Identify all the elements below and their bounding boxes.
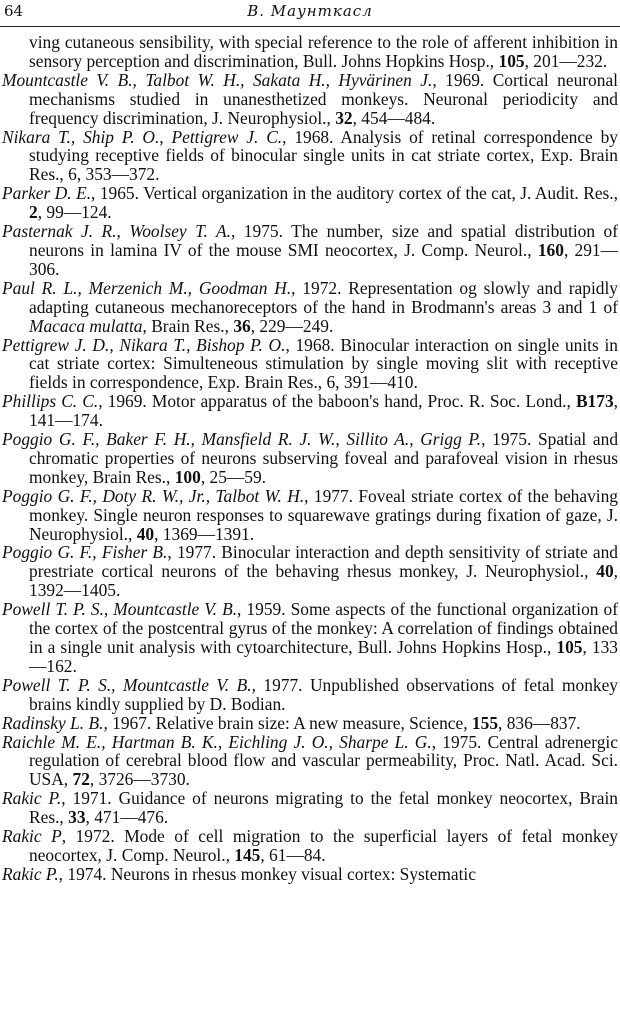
reference-year: , 1971. — [61, 788, 119, 809]
reference-authors: Nikara T., Ship P. O., Pettigrew J. C. — [2, 126, 283, 147]
reference-authors: Powell T. P. S., Mountcastle V. B. — [2, 674, 252, 695]
reference-pages: , 201—232. — [524, 50, 608, 71]
reference-entry — [2, 676, 618, 714]
reference-pages: , 836—837. — [498, 712, 581, 733]
reference-authors: Rakic P. — [2, 863, 59, 884]
reference-year: , 1969. — [432, 69, 493, 90]
reference-year: , 1959. — [237, 599, 291, 620]
reference-entry — [2, 714, 618, 733]
reference-text: Cortical neuronal mechanisms studied in unanesthetized monkeys. Neuronal periodicity and frequency discrimination, J. Neurophysiol., — [29, 69, 619, 128]
reference-year: , 1974. — [58, 863, 111, 884]
reference-authors: Radinsky L. B. — [2, 712, 104, 733]
reference-year: , 1967. — [103, 712, 156, 733]
reference-year: , 1965. — [91, 183, 144, 204]
reference-text: Guidance of neurons migrating to the fetal monkey neocortex, Brain Res., — [29, 788, 618, 828]
reference-text: Motor apparatus of the baboon's hand, Proc. R. Soc. Lond., — [151, 391, 576, 412]
reference-entry — [2, 430, 618, 487]
running-title: В. Маунткасл — [247, 2, 373, 20]
reference-text: Neurons in rhesus monkey visual cortex: Systematic — [110, 863, 476, 884]
reference-text: Vertical organization in the auditory cortex of the cat, J. Audit. Res., — [143, 183, 618, 204]
reference-text: Spatial and chromatic properties of neurons subserving foveal and parafoveal vision in rhesus monkey, Brain Res., — [29, 429, 619, 487]
reference-authors: Mountcastle V. B., Talbot W. H., Sakata H., Hyvärinen J. — [2, 69, 433, 90]
page-number: 64 — [4, 2, 24, 20]
reference-text: Mode of cell migration to the superficial layers of fetal monkey neocortex, J. Comp. Neurol., — [29, 826, 619, 865]
reference-volume: B173 — [575, 391, 614, 412]
reference-text: Unpublished observations of fetal monkey brains kindly supplied by D. Bodian. — [29, 674, 618, 714]
reference-pages: , 291—306. — [29, 239, 619, 279]
reference-volume: 40 — [596, 561, 614, 582]
reference-volume: 105 — [556, 637, 583, 657]
reference-year: , 1977. — [251, 674, 310, 695]
reference-authors: Parker D. E. — [2, 183, 92, 204]
reference-entry — [2, 392, 618, 430]
reference-authors: Pasternak J. R., Woolsey T. A. — [2, 221, 231, 242]
page-header — [0, 0, 620, 27]
reference-text: Relative brain size: A new measure, Science, — [155, 712, 472, 733]
reference-authors: Raichle M. E., Hartman B. K., Eichling J. O., Sharpe L. G. — [2, 731, 432, 752]
reference-entry — [2, 184, 618, 222]
reference-text: Some aspects of the functional organization of the cortex of the postcentral gyrus of the monkey: A correlation of findings obtained in a single unit analysis with cytoarchitecture, Bull. Johns Hopkins Hosp., — [29, 599, 619, 657]
reference-pages: , 25—59. — [200, 466, 267, 487]
reference-entry — [2, 336, 618, 393]
reference-entry — [2, 600, 618, 676]
reference-pages: , 1369—1391. — [154, 523, 255, 544]
reference-entry — [2, 733, 618, 790]
reference-text: The number, size and spatial distribution of neurons in lamina IV of the mouse SMI neocortex, J. Comp. Neurol., — [29, 221, 619, 260]
reference-pages: , 3726—3730. — [89, 769, 190, 790]
reference-text: Analysis of retinal correspondence by studying receptive fields of binocular single units in cat striate cortex, Exp. Brain Res., 6, 353—372. — [29, 126, 619, 185]
reference-text: Representation og slowly and rapidly adapting cutaneous mechanoreceptors of the hand in Brodmann's areas 3 and 1 of — [29, 277, 618, 317]
reference-volume: 155 — [471, 712, 499, 733]
reference-volume: 100 — [174, 466, 201, 487]
reference-year: , 1975. — [230, 221, 292, 242]
reference-entry — [2, 827, 618, 865]
reference-volume: 33 — [68, 807, 86, 828]
reference-volume: 145 — [234, 844, 261, 865]
reference-pages: , 133—162. — [29, 637, 618, 676]
reference-entry — [2, 222, 618, 279]
reference-entry — [2, 487, 618, 544]
reference-authors: Poggio G. F., Fisher B. — [2, 542, 168, 563]
reference-authors: Poggio G. F., Baker F. H., Mansfield R. J. W., Sillito A., Grigg P. — [2, 429, 482, 450]
reference-authors: Rakic P. — [2, 788, 62, 809]
reference-pages: , 229—249. — [250, 315, 334, 336]
reference-year: , 1972. — [291, 277, 349, 298]
reference-entry — [2, 128, 618, 185]
reference-text: Foveal striate cortex of the behaving monkey. Single neuron responses to squarewave gratings during fixation of gaze, J. Neurophysiol., — [29, 485, 619, 544]
reference-year: , 1972. — [61, 826, 125, 847]
reference-list — [2, 33, 618, 884]
reference-text: Binocular interaction and depth sensitivity of striate and prestriate cortical neurons of the behaving rhesus monkey, J. Neurophysiol., — [29, 542, 618, 582]
reference-volume: 160 — [537, 239, 564, 260]
reference-year: , 1977. — [304, 485, 359, 506]
reference-volume: 36 — [233, 315, 251, 336]
reference-volume: 2 — [29, 202, 38, 223]
reference-text: ving cutaneous sensibility, with special reference to the role of afferent inhibition in sensory perception and discrimination, Bull. Johns Hopkins Hosp., — [29, 32, 618, 71]
reference-entry — [2, 71, 618, 128]
reference-entry — [2, 865, 618, 884]
reference-pages: , 61—84. — [260, 844, 326, 865]
reference-pages: , 99—124. — [37, 202, 112, 223]
reference-entry — [2, 33, 618, 71]
reference-year: , 1975. — [431, 731, 488, 752]
reference-volume: 40 — [136, 523, 155, 544]
reference-pages: , 141—174. — [29, 391, 618, 431]
reference-volume: 105 — [498, 50, 525, 71]
reference-volume: 72 — [72, 769, 90, 790]
reference-authors: Poggio G. F., Doty R. W., Jr., Talbot W. H. — [2, 485, 305, 506]
reference-year: , 1969. — [98, 391, 152, 412]
reference-species: Macaca mulatta — [29, 315, 143, 336]
reference-year: , 1977. — [167, 542, 222, 563]
reference-year: , 1968. — [282, 126, 341, 147]
reference-pages: , 1392—1405. — [29, 561, 618, 601]
reference-year: , 1968. — [285, 334, 341, 355]
reference-volume: 32 — [335, 107, 353, 128]
reference-year: , 1975. — [481, 429, 538, 450]
reference-pages: , 471—476. — [85, 807, 169, 828]
reference-authors: Pettigrew J. D., Nikara T., Bishop P. O. — [2, 334, 286, 355]
reference-entry — [2, 279, 618, 336]
reference-pages: , 454—484. — [352, 107, 436, 128]
reference-authors: Phillips C. C. — [2, 391, 99, 412]
reference-text: Central adrenergic regulation of cerebral blood flow and vascular permeability, Proc. Natl. Acad. Sci. USA, — [29, 731, 618, 790]
reference-authors: Paul R. L., Merzenich M., Goodman H. — [2, 277, 292, 298]
reference-entry — [2, 789, 618, 827]
reference-entry — [2, 543, 618, 600]
reference-text-after: , Brain Res., — [142, 315, 234, 336]
reference-authors: Rakic P — [2, 826, 62, 847]
reference-authors: Powell T. P. S., Mountcastle V. B. — [2, 599, 238, 620]
reference-text: Binocular interaction on single units in cat striate cortex: Simulteneous stimulation by single moving slit with receptive fields in correspondence, Exp. Brain Res., 6, 391—410. — [29, 334, 618, 393]
